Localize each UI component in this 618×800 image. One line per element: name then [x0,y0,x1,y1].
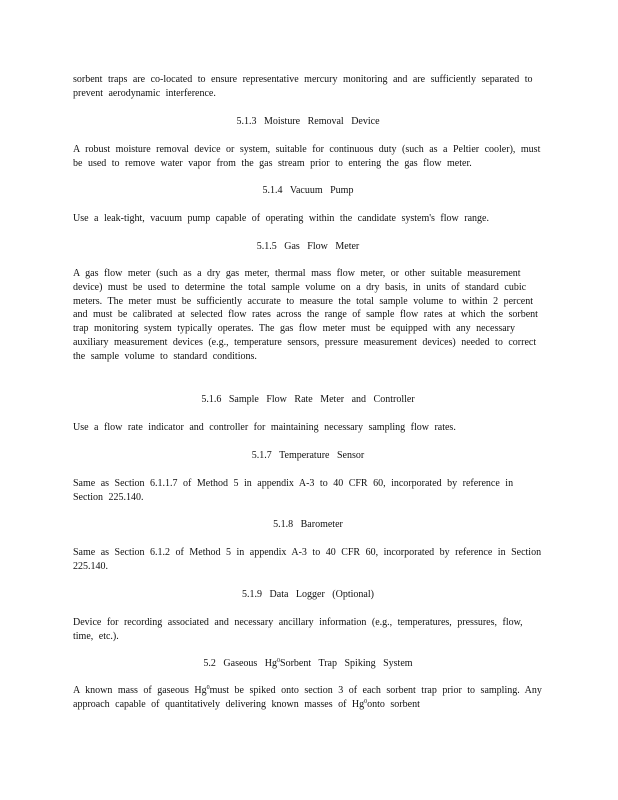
paragraph-5-1-6: Use a flow rate indicator and controller for maintaining necessary sampling flow rates. [73,422,456,433]
paragraph-5-1-8: Same as Section 6.1.2 of Method 5 in appendix A-3 to 40 CFR 60, incorporated by reference in Section 225.140. [73,547,542,572]
paragraph-5-2-superscript-1: 0 [206,685,210,691]
heading-5-1-6: 5.1.6 Sample Flow Rate Meter and Controller [201,394,415,405]
heading-5-1-3: 5.1.3 Moisture Removal Device [236,116,380,127]
paragraph-5-1-3: A robust moisture removal device or system, suitable for continuous duty (such as a Peltier cooler), must be used to remove water vapor from the gas stream prior to entering the gas flow meter. [73,144,541,169]
heading-5-2 [73,657,543,670]
paragraph-5-1-5: A gas flow meter (such as a dry gas meter, thermal mass flow meter, or other suitable measurement device) must be used to determine the total sample volume on a dry basis, in units of standard cubic meters. The meter must be sufficiently accurate to measure the total sample volume to within 2 percent and must be calibrated at selected flow rates across the range of sample flow rates at which the sorbent trap monitoring system typically operates. The gas flow meter must be equipped with any necessary auxiliary measurement devices (e.g., temperature sensors, pressure measurement devices) needed to correct the sample volume to standard conditions. [73,268,538,362]
heading-5-1-9: 5.1.9 Data Logger (Optional) [242,589,374,600]
heading-5-2-part-b: Sorbent Trap Spiking System [280,658,413,669]
heading-5-2-part-a: 5.2 Gaseous Hg [203,658,278,669]
paragraph-5-2-part-c: onto sorbent [367,698,420,710]
heading-5-1-5: 5.1.5 Gas Flow Meter [256,241,360,252]
paragraph-5-2-part-a: A known mass of gaseous Hg [73,685,207,696]
paragraph-continuation: sorbent traps are co-located to ensure representative mercury monitoring and are sufficiently separated to prevent aerodynamic interference. [73,74,533,99]
heading-5-1-4: 5.1.4 Vacuum Pump [262,185,354,196]
paragraph-5-1-9: Device for recording associated and necessary ancillary information (e.g., temperatures, pressures, flow, time, etc.). [73,617,523,642]
heading-5-1-7: 5.1.7 Temperature Sensor [251,450,365,461]
paragraph-5-2-part-b: must be spiked onto section 3 of each sorbent trap prior to sampling. Any approach capable of quantitatively delivering known masses of Hg [73,685,542,710]
paragraph-5-2-superscript-2: 0 [364,698,368,705]
paragraph-5-2 [73,684,543,712]
heading-5-1-8: 5.1.8 Barometer [273,519,343,530]
paragraph-5-1-4: Use a leak-tight, vacuum pump capable of operating within the candidate system's flow range. [73,213,489,224]
heading-5-2-superscript: 0 [277,658,281,664]
paragraph-5-1-7: Same as Section 6.1.1.7 of Method 5 in appendix A-3 to 40 CFR 60, incorporated by reference in Section 225.140. [73,478,514,503]
